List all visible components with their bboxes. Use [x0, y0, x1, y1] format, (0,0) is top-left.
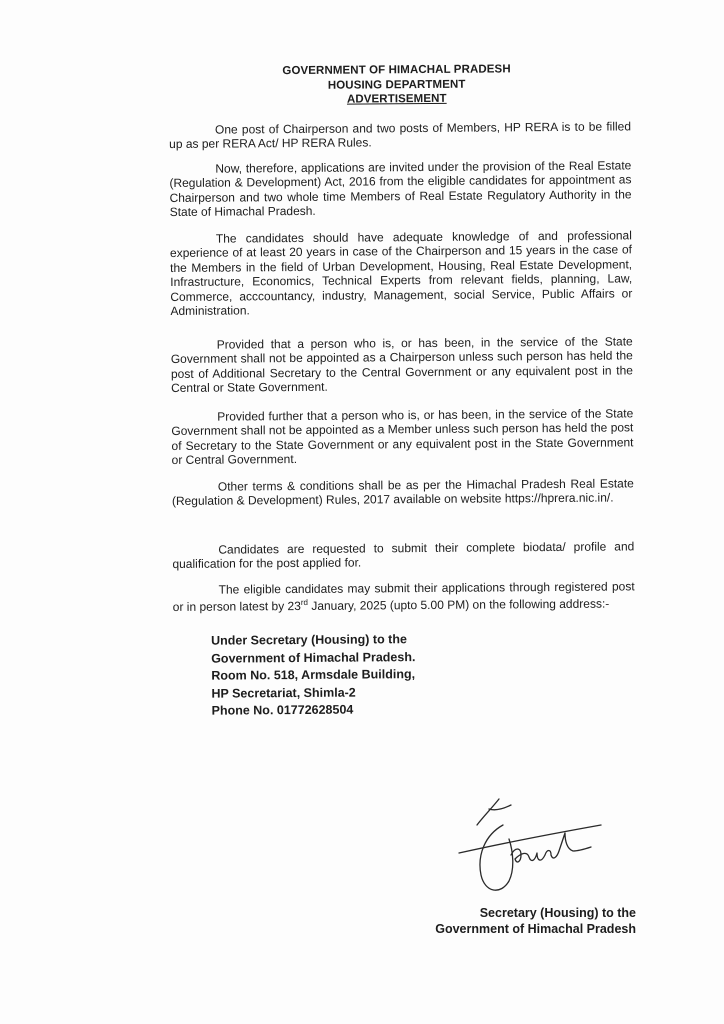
signatory-block	[435, 905, 636, 937]
submission-superscript: rd	[300, 598, 308, 608]
header-advertisement: ADVERTISEMENT	[346, 92, 447, 106]
address-line: Under Secretary (Housing) to the	[210, 632, 407, 648]
address-line: Government of Himachal Pradesh.	[211, 649, 416, 666]
paragraph-submission	[173, 579, 635, 614]
handwritten-signature	[455, 795, 605, 905]
submission-text-end: January, 2025 (upto 5.00 PM) on the following address:-	[307, 596, 610, 614]
address-line: Room No. 518, Armsdale Building,	[211, 667, 416, 683]
paragraph-eligibility: The candidates should have adequate knowledge of and professional experience of at least 20 years in case of the Chairperson and 15 years in the case of the Members in the field of Urban Development, Housing, Real Estate Development, Infrastructure, Economics, Technical Experts from relevant fields, planning, Law, Commerce, acccountancy, industry, Management, social Service, Public Affairs or Administration.	[169, 228, 633, 319]
header-government: GOVERNMENT OF HIMACHAL PRADESH	[282, 63, 511, 78]
submission-text-start: The eligible candidates may submit their applications through registered post or in person latest by 23	[172, 579, 635, 615]
paragraph-member-proviso: Provided further that a person who is, or has been, in the service of the State Government shall not be appointed as a Member unless such person has held the post of Secretary to the State Government or any equivalent post in the State Government or Central Government.	[171, 406, 634, 468]
paragraph-applications: Now, therefore, applications are invited under the provision of the Real Estate (Regulation & Development) Act, 2016 from the eligible candidates for appointment as Chairperson and two whole time Members of Real Estate Regulatory Authority in the State of Himachal Pradesh.	[169, 158, 632, 220]
paragraph-posts: One post of Chairperson and two posts of Members, HP RERA is to be filled up as per RERA Act/ HP RERA Rules.	[169, 119, 632, 152]
signatory-designation: Secretary (Housing) to the	[479, 906, 636, 920]
signatory-government: Government of Himachal Pradesh	[435, 922, 636, 936]
address-line: HP Secretariat, Shimla-2	[211, 685, 356, 701]
address-block	[211, 631, 416, 720]
paragraph-chairperson-proviso: Provided that a person who is, or has been, in the service of the State Government shall not be appointed as a Chairperson unless such person has held the post of Additional Secretary to the Central Government or any equivalent post in the Central or State Government.	[170, 334, 633, 396]
paragraph-other-terms: Other terms & conditions shall be as per the Himachal Pradesh Real Estate (Regulation & Development) Rules, 2017 available on website https://hprera.nic.in/.	[171, 476, 634, 509]
paragraph-biodata: Candidates are requested to submit their complete biodata/ profile and qualification for the post applied for.	[172, 539, 635, 572]
address-phone: Phone No. 01772628504	[211, 702, 354, 718]
header-department: HOUSING DEPARTMENT	[327, 78, 466, 92]
